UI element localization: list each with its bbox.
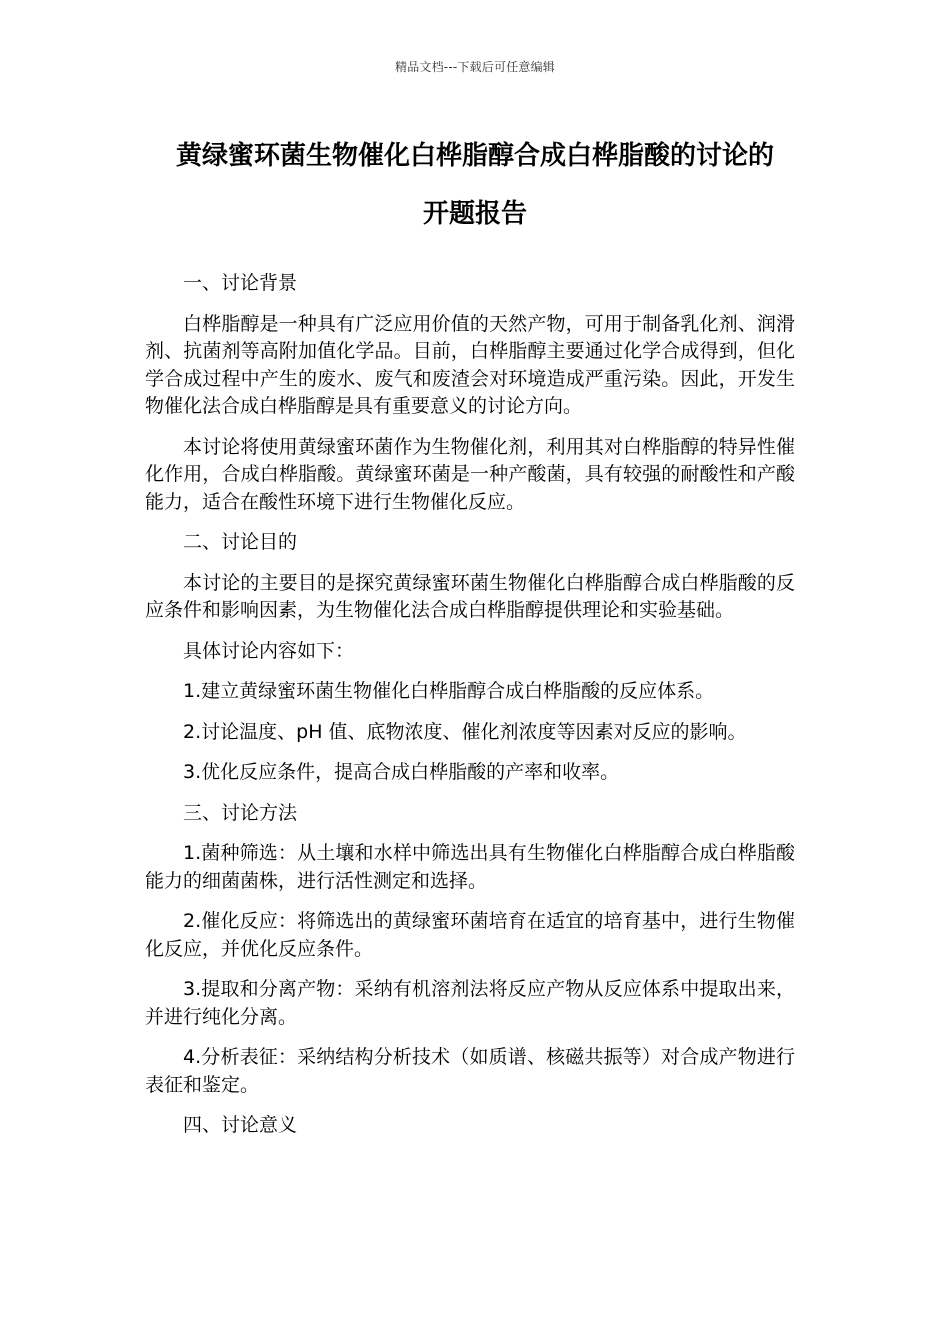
section-heading-background: 一、讨论背景 xyxy=(183,272,298,294)
paragraph: 本讨论将使用黄绿蜜环菌作为生物催化剂，利用其对白桦脂醇的特异性催化作用，合成白桦脂酸。黄绿蜜环菌是一种产酸菌，具有较强的耐酸性和产酸能力，适合在酸性环境下进行生物催化反应。 xyxy=(145,435,795,513)
list-item: 2.催化反应：将筛选出的黄绿蜜环菌培育在适宜的培育基中，进行生物催化反应，并优化反应条件。 xyxy=(145,910,795,960)
list-item: 3.优化反应条件，提高合成白桦脂酸的产率和收率。 xyxy=(183,761,620,783)
paragraph: 本讨论的主要目的是探究黄绿蜜环菌生物催化白桦脂醇合成白桦脂酸的反应条件和影响因素，为生物催化法合成白桦脂醇提供理论和实验基础。 xyxy=(145,571,795,621)
title-line-1: 黄绿蜜环菌生物催化白桦脂醇合成白桦脂酸的讨论的 xyxy=(175,141,774,171)
document-title xyxy=(120,127,830,243)
section-heading-methods: 三、讨论方法 xyxy=(183,801,298,824)
page-header-watermark: 精品文档---下载后可任意编辑 xyxy=(395,60,555,74)
section-heading-purpose: 二、讨论目的 xyxy=(183,531,298,553)
document-body xyxy=(145,270,795,1153)
list-item: 1.建立黄绿蜜环菌生物催化白桦脂醇合成白桦脂酸的反应体系。 xyxy=(183,680,715,702)
section-heading-significance: 四、讨论意义 xyxy=(183,1114,298,1136)
list-item: 3.提取和分离产物：采纳有机溶剂法将反应产物从反应体系中提取出来，并进行纯化分离。 xyxy=(145,978,795,1028)
list-item: 4.分析表征：采纳结构分析技术（如质谱、核磁共振等）对合成产物进行表征和鉴定。 xyxy=(145,1046,795,1096)
paragraph: 具体讨论内容如下： xyxy=(183,639,355,662)
paragraph: 白桦脂醇是一种具有广泛应用价值的天然产物，可用于制备乳化剂、润滑剂、抗菌剂等高附加值化学品。目前，白桦脂醇主要通过化学合成得到，但化学合成过程中产生的废水、废气和废渣会对环境造成严重污染。因此，开发生物催化法合成白桦脂醇是具有重要意义的讨论方向。 xyxy=(145,312,795,417)
title-line-2: 开题报告 xyxy=(422,199,527,229)
list-item: 1.菌种筛选：从土壤和水样中筛选出具有生物催化白桦脂醇合成白桦脂酸能力的细菌菌株，进行活性测定和选择。 xyxy=(145,842,795,892)
list-item: 2.讨论温度、pH 值、底物浓度、催化剂浓度等因素对反应的影响。 xyxy=(183,720,747,743)
